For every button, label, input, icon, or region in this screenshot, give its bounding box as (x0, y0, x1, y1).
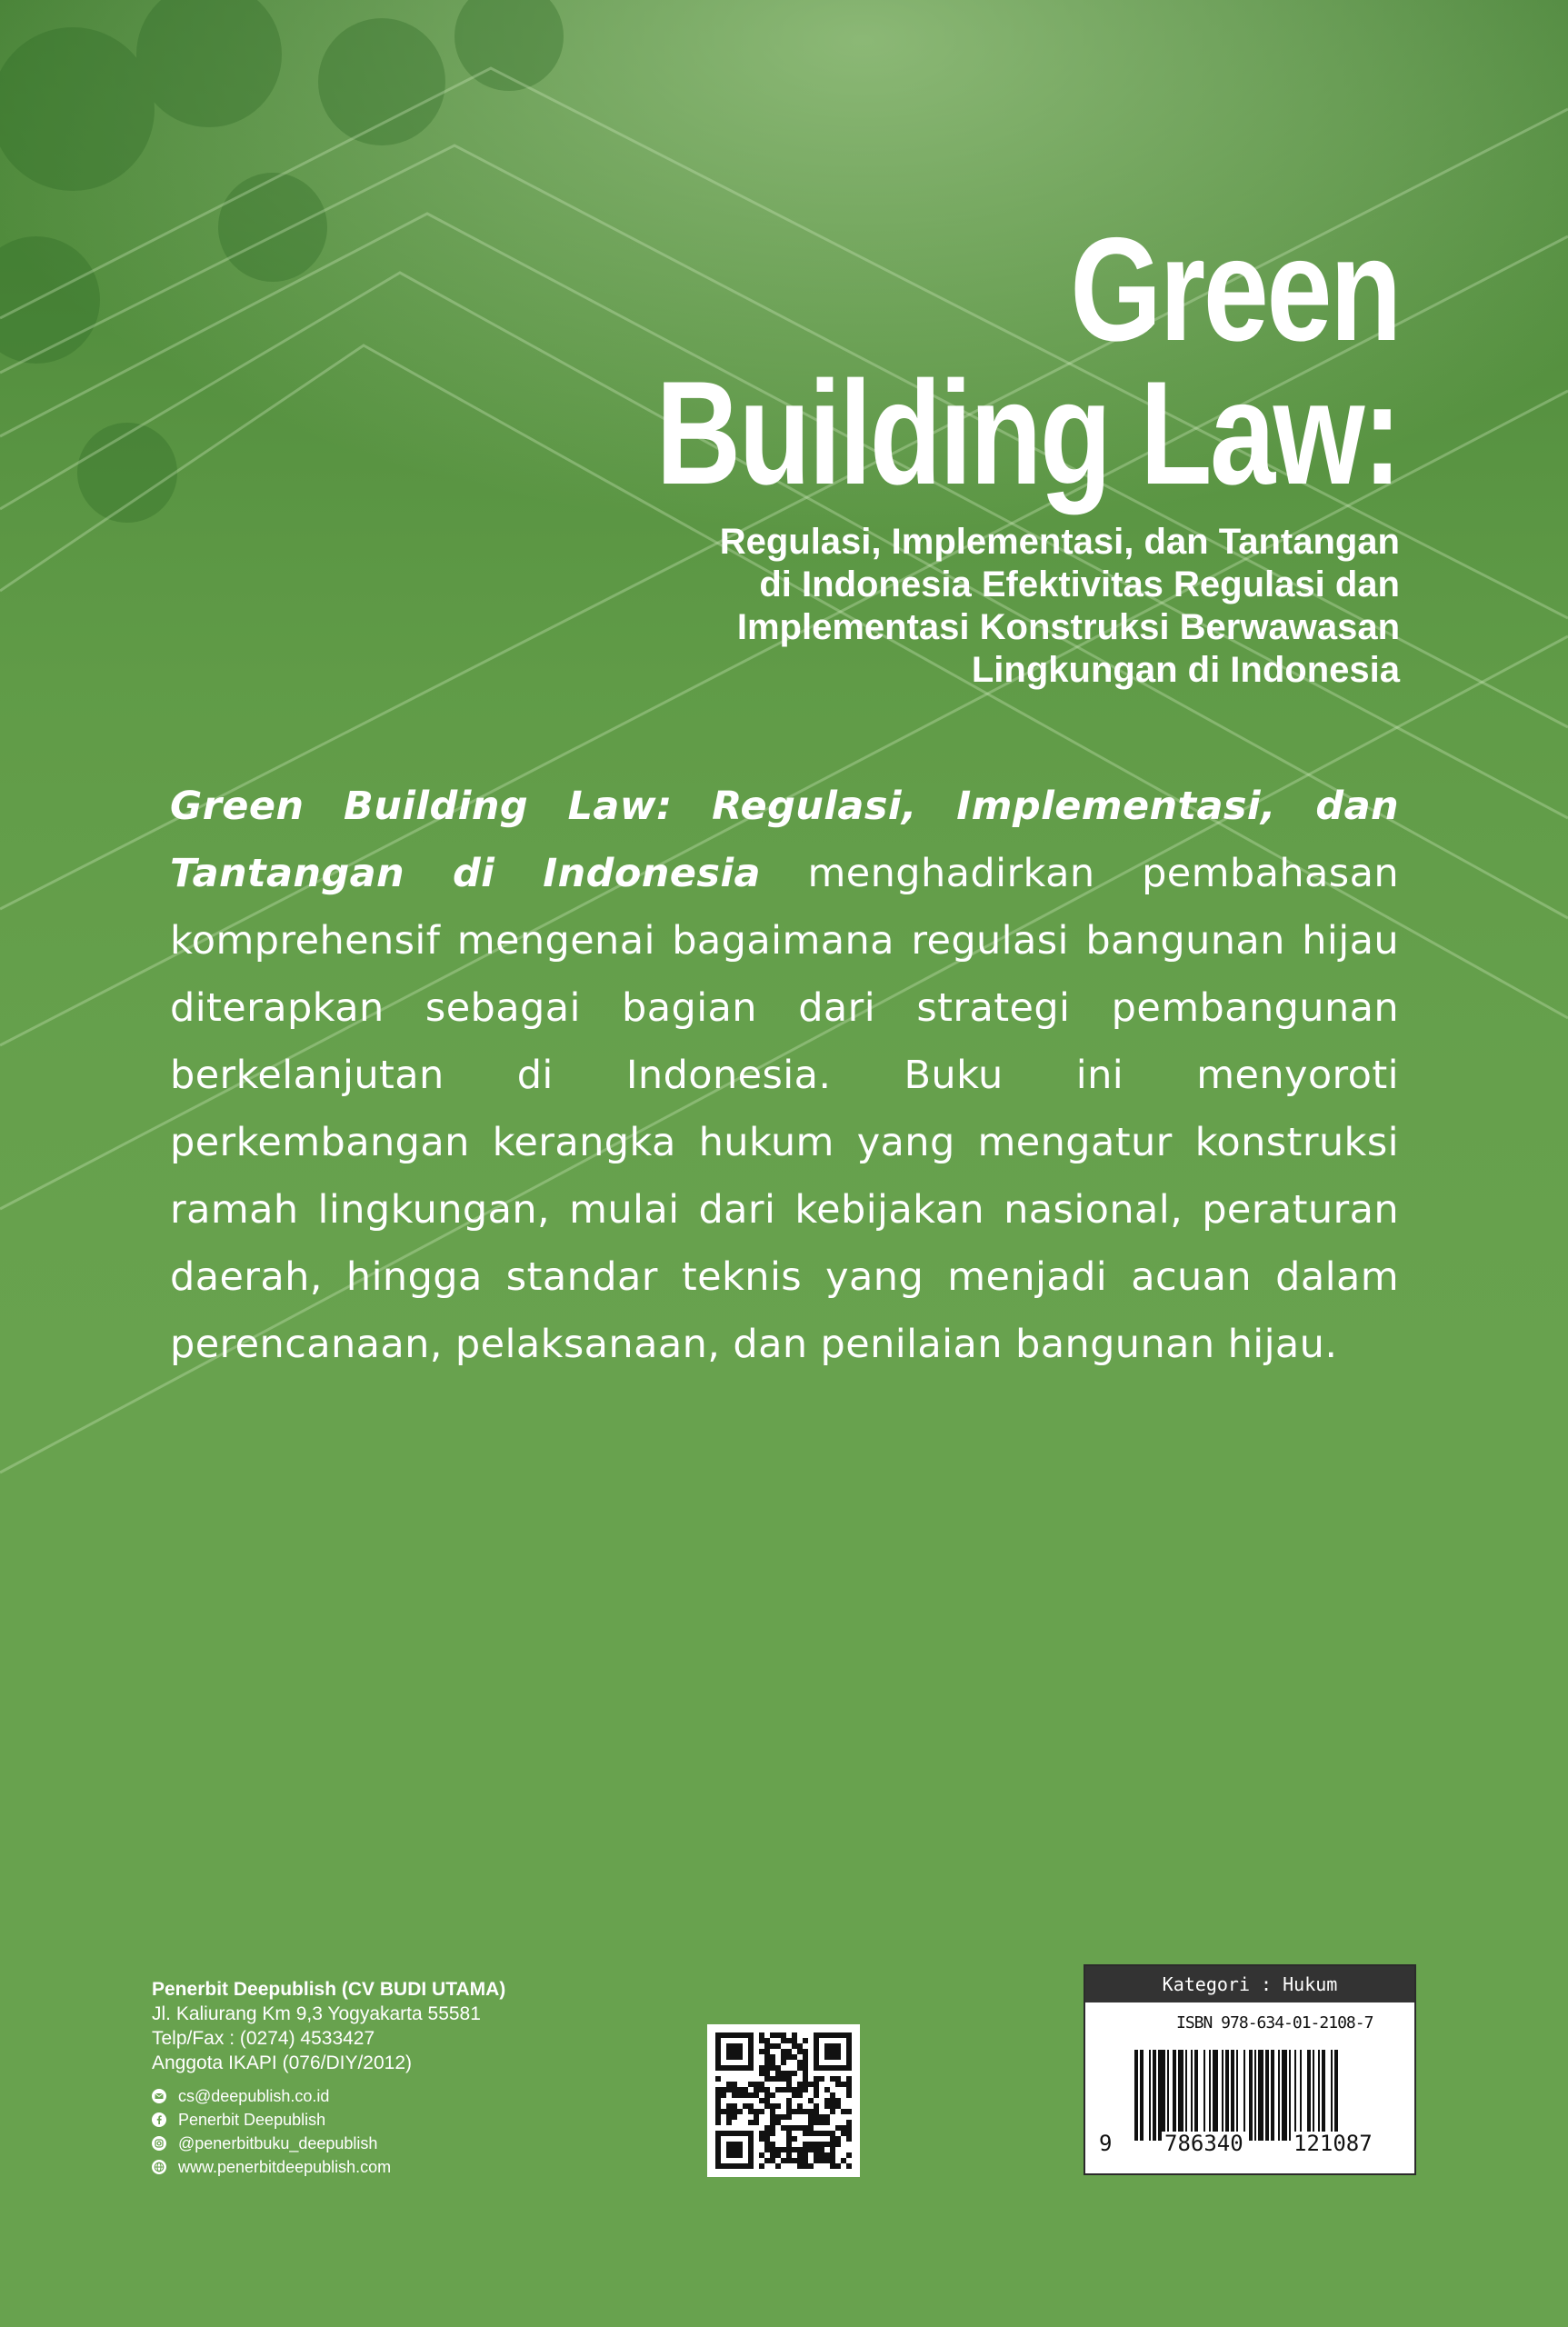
contact-email-text: cs@deepublish.co.id (178, 2086, 330, 2105)
barcode-digit-lead: 9 (1096, 2132, 1114, 2155)
book-subtitle (720, 521, 1400, 692)
subtitle-line-3: Implementasi Konstruksi Berwawasan (736, 607, 1400, 647)
contact-website-text: www.penerbitdeepublish.com (178, 2157, 392, 2176)
description-book-title: Green Building Law: Regulasi, Implementasi, dan Tantangan di Indonesia (170, 784, 1399, 896)
barcode-digits-left: 786340 (1162, 2132, 1246, 2155)
title-line-1: Green (1070, 207, 1400, 372)
category-label: Kategori : Hukum (1085, 1966, 1414, 2002)
book-description (170, 773, 1399, 1378)
contact-list (152, 2084, 505, 2179)
contact-website[interactable] (152, 2155, 505, 2179)
description-text: menghadirkan pembahasan komprehensif mengenai bagaimana regulasi bangunan hijau diterapkan sebagai bagian dari strategi pembangunan berkelanjutan di Indonesia. Buku ini menyoroti perkembangan kerangka hukum yang mengatur konstruksi ramah lingkungan, mulai dari kebijakan nasional, peraturan daerah, hingga standar teknis yang menjadi acuan dalam perencanaan, pelaksanaan, dan penilaian bangunan hijau. (170, 851, 1399, 1367)
publisher-membership: Anggota IKAPI (076/DIY/2012) (152, 2052, 413, 2073)
email-icon (152, 2089, 166, 2103)
contact-email[interactable] (152, 2084, 505, 2108)
publisher-name: Penerbit Deepublish (CV BUDI UTAMA) (152, 1979, 506, 2000)
contact-facebook[interactable] (152, 2108, 505, 2132)
publisher-phone: Telp/Fax : (0274) 4533427 (152, 2028, 375, 2049)
isbn-barcode-label (1084, 1964, 1416, 2175)
instagram-icon (152, 2136, 166, 2151)
contact-instagram-text: @penerbitbuku_deepublish (178, 2133, 378, 2152)
globe-icon (152, 2160, 166, 2174)
barcode-digits-right: 121087 (1291, 2132, 1375, 2155)
facebook-icon (152, 2112, 166, 2127)
subtitle-line-1: Regulasi, Implementasi, dan Tantangan (719, 522, 1400, 562)
book-title (655, 207, 1400, 515)
subtitle-line-2: di Indonesia Efektivitas Regulasi dan (759, 564, 1400, 604)
publisher-address: Jl. Kaliurang Km 9,3 Yogyakarta 55581 (152, 2003, 481, 2024)
publisher-info (152, 1977, 505, 2179)
isbn-number: ISBN 978-634-01-2108-7 (1176, 2013, 1373, 2032)
contact-instagram[interactable] (152, 2132, 505, 2155)
qr-code[interactable] (707, 2024, 860, 2177)
contact-facebook-text: Penerbit Deepublish (178, 2110, 326, 2129)
subtitle-line-4: Lingkungan di Indonesia (971, 650, 1400, 690)
title-line-2: Building Law: (655, 351, 1400, 515)
